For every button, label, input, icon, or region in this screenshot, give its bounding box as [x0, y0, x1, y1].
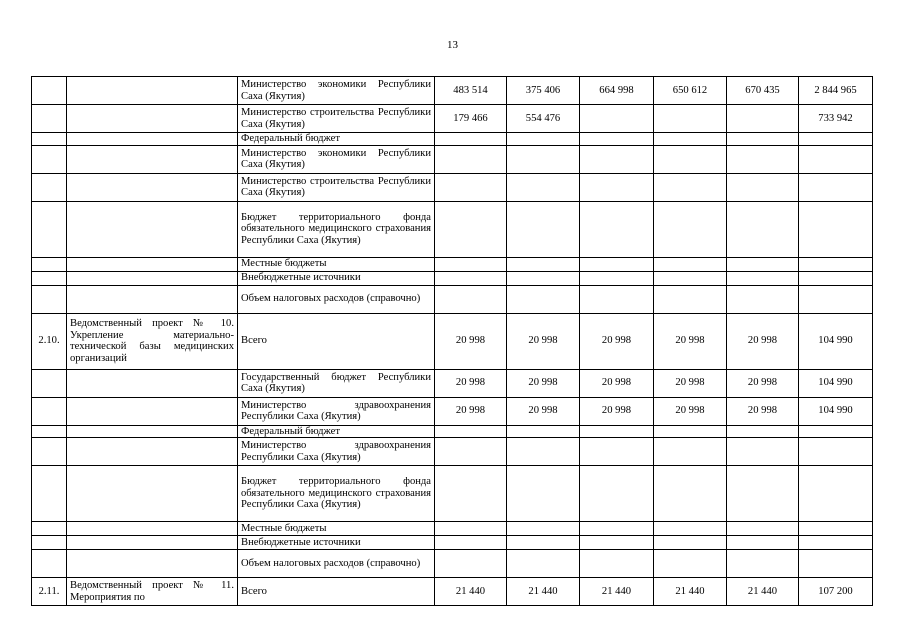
- row-value-6: 104 990: [799, 397, 873, 425]
- row-project: [67, 522, 238, 536]
- row-value-4: 20 998: [654, 313, 727, 369]
- row-value-5: 670 435: [727, 77, 799, 105]
- row-value-1: [435, 550, 507, 578]
- row-value-3: [580, 438, 654, 466]
- row-value-4: [654, 173, 727, 201]
- row-funding-source: Министерство экономики Республики Саха (Якутия): [238, 145, 435, 173]
- row-value-6: 104 990: [799, 313, 873, 369]
- table-row: [32, 201, 873, 257]
- table-row: [32, 425, 873, 438]
- row-value-1: [435, 271, 507, 285]
- row-value-4: [654, 271, 727, 285]
- row-value-2: [507, 466, 580, 522]
- row-value-3: [580, 201, 654, 257]
- row-value-5: 21 440: [727, 578, 799, 606]
- row-value-3: [580, 145, 654, 173]
- row-code: [32, 536, 67, 550]
- table-row: [32, 133, 873, 146]
- row-value-6: 104 990: [799, 369, 873, 397]
- row-value-2: [507, 145, 580, 173]
- row-funding-source: Всего: [238, 313, 435, 369]
- row-funding-source: Федеральный бюджет: [238, 425, 435, 438]
- row-project: [67, 397, 238, 425]
- row-code: [32, 77, 67, 105]
- row-funding-source: Местные бюджеты: [238, 522, 435, 536]
- row-value-6: [799, 550, 873, 578]
- row-code: [32, 201, 67, 257]
- row-project: [67, 369, 238, 397]
- row-value-2: 375 406: [507, 77, 580, 105]
- row-value-2: [507, 425, 580, 438]
- row-funding-source: Министерство строительства Республики Саха (Якутия): [238, 105, 435, 133]
- row-project: [67, 133, 238, 146]
- row-value-4: 21 440: [654, 578, 727, 606]
- row-value-1: [435, 285, 507, 313]
- row-project: [67, 536, 238, 550]
- row-value-1: 20 998: [435, 369, 507, 397]
- row-value-3: [580, 425, 654, 438]
- row-value-2: 20 998: [507, 313, 580, 369]
- row-value-6: [799, 425, 873, 438]
- table-row: [32, 369, 873, 397]
- row-value-2: [507, 257, 580, 271]
- table-row: [32, 285, 873, 313]
- row-code: [32, 133, 67, 146]
- row-project: [67, 201, 238, 257]
- row-value-1: 20 998: [435, 313, 507, 369]
- table-row: [32, 397, 873, 425]
- table-row: [32, 466, 873, 522]
- row-value-2: [507, 550, 580, 578]
- row-project: [67, 77, 238, 105]
- row-funding-source: Министерство здравоохранения Республики Саха (Якутия): [238, 397, 435, 425]
- row-value-1: [435, 466, 507, 522]
- row-value-3: [580, 285, 654, 313]
- row-value-2: [507, 201, 580, 257]
- row-project: [67, 257, 238, 271]
- row-value-6: 2 844 965: [799, 77, 873, 105]
- row-funding-source: Бюджет территориального фонда обязательного медицинского страхования Республики Саха (Якутия): [238, 201, 435, 257]
- table-row: [32, 522, 873, 536]
- table-row: [32, 550, 873, 578]
- row-code: [32, 271, 67, 285]
- row-value-5: [727, 466, 799, 522]
- row-value-1: 483 514: [435, 77, 507, 105]
- row-value-1: [435, 133, 507, 146]
- row-value-4: [654, 105, 727, 133]
- row-value-1: [435, 257, 507, 271]
- row-code: [32, 105, 67, 133]
- row-value-2: [507, 285, 580, 313]
- row-funding-source: Внебюджетные источники: [238, 536, 435, 550]
- row-value-2: [507, 271, 580, 285]
- row-value-6: [799, 285, 873, 313]
- budget-table: [31, 76, 873, 606]
- row-value-4: [654, 201, 727, 257]
- row-code: [32, 285, 67, 313]
- row-value-2: [507, 536, 580, 550]
- row-project: [67, 425, 238, 438]
- row-value-1: 21 440: [435, 578, 507, 606]
- row-value-5: [727, 425, 799, 438]
- row-funding-source: Федеральный бюджет: [238, 133, 435, 146]
- table-row: [32, 536, 873, 550]
- row-code: 2.10.: [32, 313, 67, 369]
- row-value-1: [435, 145, 507, 173]
- row-funding-source: Министерство строительства Республики Саха (Якутия): [238, 173, 435, 201]
- row-value-6: [799, 173, 873, 201]
- row-value-6: [799, 145, 873, 173]
- row-value-3: [580, 271, 654, 285]
- table-row: [32, 173, 873, 201]
- row-value-5: [727, 550, 799, 578]
- row-value-3: 20 998: [580, 369, 654, 397]
- row-project: [67, 438, 238, 466]
- row-value-3: [580, 105, 654, 133]
- row-funding-source: Бюджет территориального фонда обязательного медицинского страхования Республики Саха (Якутия): [238, 466, 435, 522]
- table-body: [32, 77, 873, 606]
- row-value-5: [727, 133, 799, 146]
- row-value-1: 179 466: [435, 105, 507, 133]
- row-value-6: [799, 133, 873, 146]
- row-value-3: 21 440: [580, 578, 654, 606]
- row-code: [32, 466, 67, 522]
- table-row: [32, 578, 873, 606]
- row-value-2: 20 998: [507, 369, 580, 397]
- row-value-5: [727, 201, 799, 257]
- row-value-2: [507, 173, 580, 201]
- row-value-2: 554 476: [507, 105, 580, 133]
- table-row: [32, 271, 873, 285]
- row-code: [32, 397, 67, 425]
- row-code: [32, 550, 67, 578]
- row-code: [32, 425, 67, 438]
- row-value-3: [580, 466, 654, 522]
- row-funding-source: Внебюджетные источники: [238, 271, 435, 285]
- row-value-6: [799, 466, 873, 522]
- row-code: 2.11.: [32, 578, 67, 606]
- row-value-1: [435, 173, 507, 201]
- row-value-2: 20 998: [507, 397, 580, 425]
- row-value-1: 20 998: [435, 397, 507, 425]
- row-value-5: 20 998: [727, 313, 799, 369]
- row-value-3: 20 998: [580, 397, 654, 425]
- row-value-2: 21 440: [507, 578, 580, 606]
- row-value-1: [435, 438, 507, 466]
- row-code: [32, 438, 67, 466]
- row-value-4: 20 998: [654, 369, 727, 397]
- row-value-5: [727, 145, 799, 173]
- row-value-1: [435, 522, 507, 536]
- row-value-6: 733 942: [799, 105, 873, 133]
- row-value-5: [727, 522, 799, 536]
- row-value-5: [727, 257, 799, 271]
- row-value-5: [727, 105, 799, 133]
- table-row: [32, 438, 873, 466]
- row-project: [67, 105, 238, 133]
- table-row: [32, 257, 873, 271]
- row-value-1: [435, 536, 507, 550]
- row-value-5: 20 998: [727, 369, 799, 397]
- row-project: [67, 285, 238, 313]
- row-code: [32, 522, 67, 536]
- row-funding-source: Объем налоговых расходов (справочно): [238, 285, 435, 313]
- row-value-3: 20 998: [580, 313, 654, 369]
- row-value-4: [654, 438, 727, 466]
- row-value-3: [580, 522, 654, 536]
- row-value-3: [580, 550, 654, 578]
- row-value-4: [654, 466, 727, 522]
- row-funding-source: Министерство здравоохранения Республики Саха (Якутия): [238, 438, 435, 466]
- row-funding-source: Государственный бюджет Республики Саха (Якутия): [238, 369, 435, 397]
- page-number: 13: [447, 39, 458, 51]
- row-value-5: 20 998: [727, 397, 799, 425]
- row-project: Ведомственный проект № 10. Укрепление материально-технической базы медицинских организаций: [67, 313, 238, 369]
- row-value-2: [507, 133, 580, 146]
- row-code: [32, 257, 67, 271]
- table-row: [32, 145, 873, 173]
- table-row: [32, 313, 873, 369]
- row-value-6: [799, 438, 873, 466]
- row-funding-source: Местные бюджеты: [238, 257, 435, 271]
- row-project: [67, 550, 238, 578]
- row-value-6: 107 200: [799, 578, 873, 606]
- row-value-3: [580, 173, 654, 201]
- row-value-4: [654, 425, 727, 438]
- row-value-5: [727, 438, 799, 466]
- table-row: [32, 105, 873, 133]
- row-value-4: [654, 257, 727, 271]
- row-project: [67, 173, 238, 201]
- row-value-6: [799, 536, 873, 550]
- row-project: [67, 578, 238, 606]
- row-code: [32, 369, 67, 397]
- row-project: [67, 145, 238, 173]
- row-value-4: [654, 522, 727, 536]
- row-value-1: [435, 201, 507, 257]
- row-value-4: [654, 133, 727, 146]
- row-value-2: [507, 522, 580, 536]
- row-value-4: [654, 550, 727, 578]
- row-code: [32, 145, 67, 173]
- row-funding-source: Всего: [238, 578, 435, 606]
- row-value-6: [799, 522, 873, 536]
- row-value-6: [799, 271, 873, 285]
- row-value-6: [799, 257, 873, 271]
- row-value-5: [727, 536, 799, 550]
- row-value-4: [654, 285, 727, 313]
- row-funding-source: Объем налоговых расходов (справочно): [238, 550, 435, 578]
- row-funding-source: Министерство экономики Республики Саха (Якутия): [238, 77, 435, 105]
- row-value-2: [507, 438, 580, 466]
- row-project-text: Ведомственный проект № 11. Мероприятия по: [70, 580, 234, 603]
- row-value-4: [654, 145, 727, 173]
- row-value-6: [799, 201, 873, 257]
- row-value-3: 664 998: [580, 77, 654, 105]
- row-value-4: 650 612: [654, 77, 727, 105]
- row-value-4: [654, 536, 727, 550]
- row-value-3: [580, 536, 654, 550]
- row-value-3: [580, 257, 654, 271]
- row-code: [32, 173, 67, 201]
- row-value-5: [727, 271, 799, 285]
- table-row: [32, 77, 873, 105]
- row-project: [67, 271, 238, 285]
- row-value-5: [727, 285, 799, 313]
- row-value-1: [435, 425, 507, 438]
- row-project: [67, 466, 238, 522]
- row-value-5: [727, 173, 799, 201]
- row-value-3: [580, 133, 654, 146]
- row-value-4: 20 998: [654, 397, 727, 425]
